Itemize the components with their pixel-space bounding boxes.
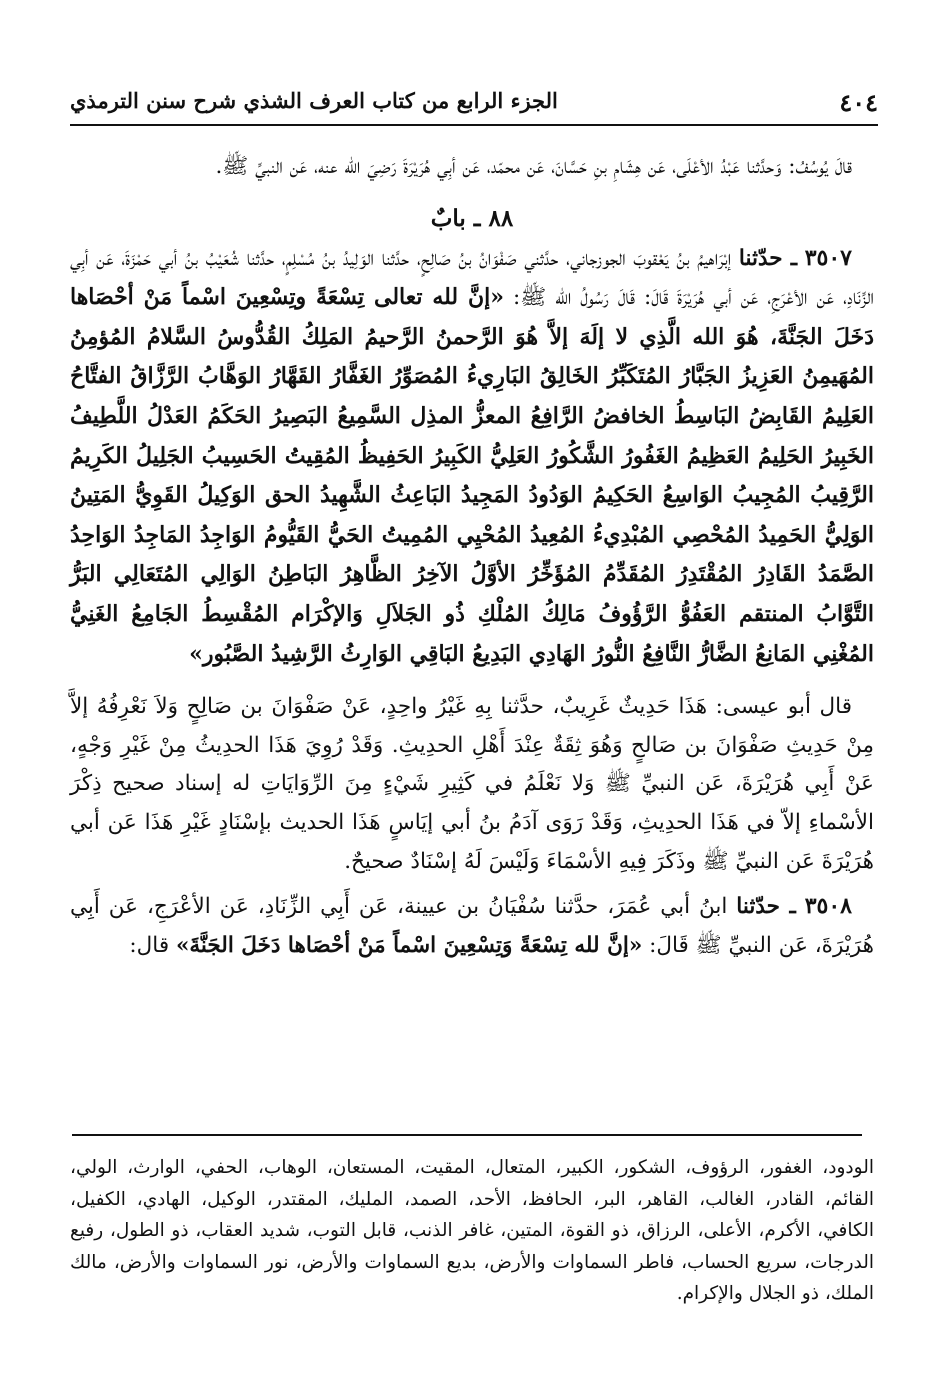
commentary-paragraph bbox=[70, 688, 874, 881]
chapter-heading: ٨٨ ـ بابٌ bbox=[430, 204, 514, 232]
footnote-text: الودود، الغفور، الرؤوف، الشكور، الكبير، المتعال، المقيت، المستعان، الوهاب، الحفي، الوارث، الولي، القائم، القادر، الغالب، القاهر، البر، الحافظ، الأحد، الصمد، المليك، المقتدر، الوكيل، الهادي، الكفيل، الكافي، الأكرم، الأعلى، الرزاق، ذو القوة، المتين، غافر الذنب، قابل التوب، شديد العقاب، ذو الطول، رفيع الدرجات، سريع الحساب، فاطر السماوات والأرض، بديع السماوات والأرض، نور السماوات والأرض، مالك الملك، ذو الجلال والإكرام. bbox=[70, 1157, 874, 1304]
footnote-divider bbox=[72, 1134, 862, 1136]
main-text bbox=[70, 148, 874, 965]
hadith-number: ٣٥٠٧ bbox=[804, 244, 852, 271]
page-number: ٤٠٤ bbox=[839, 88, 878, 117]
hadith-3507: ٣٥٠٧ ـ حدّثنا إبْرَاهيمُ بنُ يَعْقوبَ الجوزجاني، حدَّثني صَفْوَانُ بنُ صَالِحٍ، حدَّثنا الوَلِيدُ بنُ مُسْلِمٍ، حدَّثنا شُعَيْبُ بنُ أبي حَمْزَةَ، عَن أبِي الزِّنَادِ، عَن الأعْرَجِ، عَن أبي هُرَيْرَةَ قَالَ: قَالَ رَسُولُ الله ﷺ: «إنَّ لله تعالى تِسْعَةً وتِسْعِينَ اسْماً مَنْ أحْصَاها دَخَلَ الجَنَّةَ، هُوَ الله الَّذِي لا إلَهَ إلاَّ هُوَ الرَّحمنُ الرَّحيمُ المَلِكُ القُدُّوسُ السَّلامُ المُؤمِنُ المُهَيمِنُ العَزِيزُ الجَبَّارُ المُتَكَبِّرُ الخَالِقُ البَارِيءُ المُصَوِّرُ الغَفَّارُ القَهَّارُ الوَهَّابُ الرَّزَّاقُ الفتَّاحُ العَلِيمُ القَابِضُ البَاسِطُ الخافضُ الرَّافِعُ المعزُّ المذِل السَّمِيعُ البَصِيرُ الحَكَمُ العَدْلُ اللَّطِيفُ الخَبِيرُ الحَلِيمُ العَظِيمُ الغَفُورُ الشَّكُورُ العَلِيُّ الكَبِيرُ الحَفِيظُ المُقِيتُ الحَسِيبُ الجَلِيلُ الكَرِيمُ الرَّقِيبُ المُجِيبُ الوَاسِعُ الحَكِيمُ الوَدُودُ المَجِيدُ البَاعِثُ الشَّهِيدُ الحق الوَكِيلُ القَوِيُّ المَتِينُ الوَلِيُّ الحَمِيدُ المُحْصِي المُبْدِيءُ المُعِيدُ المُحْيِي المُمِيتُ الحَيُّ القَيُّومُ الوَاجِدُ المَاجِدُ الوَاحِدُ الصَّمَدُ القَادِرُ المُقْتَدِرُ المُقَدِّمُ المُؤَخِّرُ الأوَّلُ الآخِرُ الظَّاهِرُ البَاطِنُ الوَالِي المُتَعَالِي البَرُّ التَّوَّابُ المنتقم العَفُوُّ الرَّؤُوفُ مَالِكُ المُلْكِ ذُو الجَلاَلِ وَالإكْرَام المُقْسِطُ الجَامِعُ الغَنِيُّ المُغْنِي المَانِعُ الضَّارُّ النَّافِعُ النُّورُ الهَادِي البَدِيعُ البَاقِي الوَارِثُ الرَّشِيدُ الصَّبُور» bbox=[70, 244, 874, 667]
hadith-isnad: ابنُ أبي عُمَرَ، حدَّثنا سُفْيَانُ بن عيينة، عَن أَبِي الزِّنَادِ، عَن الأعْرَجِ، عَن أَبِي هُرَيْرَةَ، عَن النبيِّ ﷺ قَالَ: bbox=[70, 894, 874, 958]
hadith-isnad: إبْرَاهيمُ بنُ يَعْقوبَ الجوزجاني، حدَّثني صَفْوَانُ بنُ صَالِحٍ، حدَّثنا الوَلِيدُ بنُ مُسْلِمٍ، حدَّثنا شُعَيْبُ بنُ أبي حَمْزَةَ، عَن أبِي الزِّنَادِ، عَن الأعْرَجِ، عَن أبي هُرَيْرَةَ قَالَ: قَالَ رَسُولُ الله ﷺ: bbox=[70, 245, 874, 311]
running-header bbox=[70, 86, 878, 126]
footnote bbox=[70, 1152, 874, 1310]
commentary-text: قال أبو عيسى: هَذَا حَدِيثٌ غَرِيبٌ، حدَّثنا بِهِ غَيْرُ واحِدٍ، عَنْ صَفْوَانَ بن صَالِحٍ وَلاَ نَعْرِفُهُ إلاَّ مِنْ حَدِيثِ صَفْوَانَ بن صَالحٍ وَهُوَ ثِقَةٌ عِنْدَ أَهْلِ الحدِيثِ. وَقَدْ رُوِيَ هَذَا الحدِيثُ مِنْ غَيْرِ وَجْهٍ، عَنْ أَبِي هُرَيْرَةَ، عَن النبيِّ ﷺ وَلا نَعْلَمُ في كَثِيرِ شَيْءٍ مِنَ الرِّوَايَاتِ له إسناد صحيح ذِكْرَ الأسْماءِ إلاّ في هَذَا الحدِيثِ، وَقَدْ رَوَى آدَمُ بنُ أبي إيَاسٍ هَذَا الحديث بإسْنَادٍ غَيْرِ هَذَا عَن أبي هُرَيْرَةَ عَن النبيِّ ﷺ وذَكَرَ فِيهِ الأسْمَاءَ وَلَيْسَ لَهُ إسْنَادٌ صحيحٌ. bbox=[70, 694, 874, 874]
hadith-matn: «إنَّ لله تعالى تِسْعَةً وتِسْعِينَ اسْماً مَنْ أحْصَاها دَخَلَ الجَنَّةَ، هُوَ الله الَّذِي لا إلَهَ إلاَّ هُوَ الرَّحمنُ الرَّحيمُ المَلِكُ القُدُّوسُ السَّلامُ المُؤمِنُ المُهَيمِنُ العَزِيزُ الجَبَّارُ المُتَكَبِّرُ الخَالِقُ البَارِيءُ المُصَوِّرُ الغَفَّارُ القَهَّارُ الوَهَّابُ الرَّزَّاقُ الفتَّاحُ العَلِيمُ القَابِضُ البَاسِطُ الخافضُ الرَّافِعُ المعزُّ المذِل السَّمِيعُ البَصِيرُ الحَكَمُ العَدْلُ اللَّطِيفُ الخَبِيرُ الحَلِيمُ العَظِيمُ الغَفُورُ الشَّكُورُ العَلِيُّ الكَبِيرُ الحَفِيظُ المُقِيتُ الحَسِيبُ الجَلِيلُ الكَرِيمُ الرَّقِيبُ المُجِيبُ الوَاسِعُ الحَكِيمُ الوَدُودُ المَجِيدُ البَاعِثُ الشَّهِيدُ الحق الوَكِيلُ القَوِيُّ المَتِينُ الوَلِيُّ الحَمِيدُ المُحْصِي المُبْدِيءُ المُعِيدُ المُحْيِي المُمِيتُ الحَيُّ القَيُّومُ الوَاجِدُ المَاجِدُ الوَاحِدُ الصَّمَدُ القَادِرُ المُقْتَدِرُ المُقَدِّمُ المُؤَخِّرُ الأوَّلُ الآخِرُ الظَّاهِرُ البَاطِنُ الوَالِي المُتَعَالِي البَرُّ التَّوَّابُ المنتقم العَفُوُّ الرَّؤُوفُ مَالِكُ المُلْكِ ذُو الجَلاَلِ وَالإكْرَام المُقْسِطُ الجَامِعُ الغَنِيُّ المُغْنِي المَانِعُ الضَّارُّ النَّافِعُ النُّورُ الهَادِي البَدِيعُ البَاقِي الوَارِثُ الرَّشِيدُ الصَّبُور» bbox=[70, 284, 874, 667]
intro-text: قالَ يُوسُفُ: وَحدَّثنا عَبْدُ الأعْلَى، عَن هِشَامِ بنِ حَسَّانَ، عَن محمّد، عَن أبِي هُرَيْرَةَ رَضِيَ الله عنه، عَن النبيِّ ﷺ. bbox=[215, 154, 852, 179]
hadith-tail: قال: bbox=[129, 932, 170, 958]
intro-paragraph bbox=[70, 148, 874, 187]
hadith-matn: «إنَّ لله تِسْعَةً وَتِسْعِينَ اسْماً مَنْ أحْصَاها دَخَلَ الجَنَّةَ» bbox=[175, 932, 643, 958]
haddathana-label: حدّثنا bbox=[738, 245, 783, 271]
running-title: الجزء الرابع من كتاب العرف الشذي شرح سنن الترمذي bbox=[70, 88, 558, 113]
hadith-number: ٣٥٠٨ bbox=[804, 893, 852, 920]
hadith-3508: ٣٥٠٨ ـ حدّثنا ابنُ أبي عُمَرَ، حدَّثنا سُفْيَانُ بن عيينة، عَن أَبِي الزِّنَادِ، عَن الأعْرَجِ، عَن أَبِي هُرَيْرَةَ، عَن النبيِّ ﷺ قَالَ: «إنَّ لله تِسْعَةً وَتِسْعِينَ اسْماً مَنْ أحْصَاها دَخَلَ الجَنَّةَ» قال: bbox=[70, 893, 874, 958]
haddathana-label: حدّثنا bbox=[736, 894, 780, 920]
